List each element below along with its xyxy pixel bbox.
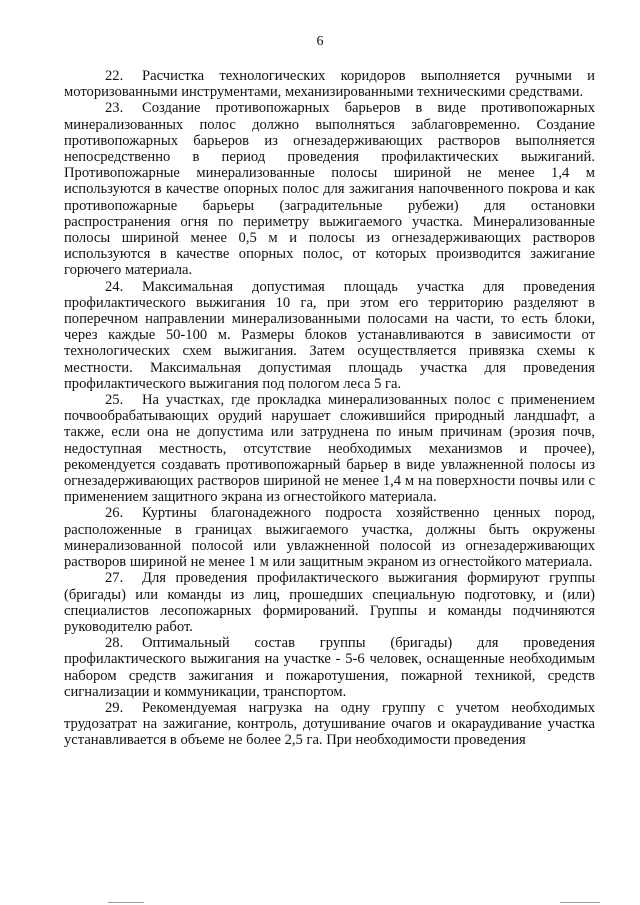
paragraph-text: Создание противопожарных барьеров в виде противопожарных минерализованных полос должно выполняться заблаговременно. Создание противопожарных барьеров из огнезадерживающих растворов выполняется непосредственно в период проведения профилактических выжиганий. Противопожарные минерализованные полосы шириной не менее 1,4 м используются в качестве опорных полос для зажигания напочвенного покрова и как противопожарные барьеры (заградительные рубежи) для остановки распространения огня по периметру выжигаемого участка. Минерализованные полосы шириной менее 0,5 м и полосы из огнезадерживающих растворов используются в качестве опорных полос, от которых производится зажигание горючего материала.: [64, 100, 595, 279]
paragraph-number: 24.: [105, 278, 124, 295]
paragraph-26: [64, 505, 595, 570]
paragraph-number: 26.: [105, 505, 124, 522]
paragraph-text: Куртины благонадежного подроста хозяйственно ценных пород, расположенные в границах выжигаемого участка, должны быть окружены минерализованной полосой или увлажненной полосой из огнезадерживающих растворов шириной не менее 1 м или защитным экраном из огнестойкого материала.: [64, 505, 595, 571]
paragraph-24: [64, 279, 595, 392]
paragraph-number: 22.: [105, 68, 124, 84]
page-number: 6: [316, 34, 324, 49]
paragraph-text: Максимальная допустимая площадь участка для проведения профилактического выжигания 10 га, при этом его территорию разделяют в поперечном направлении минерализованными полосами на части, то есть блоки, через каждые 50-100 м. Размеры блоков устанавливаются в зависимости от технологических схем выжигания. Затем осуществляется привязка схемы к местности. Максимальная допустимая площадь участка для проведения профилактического выжигания под пологом леса 5 га.: [64, 278, 595, 392]
paragraph-text: Рекомендуемая нагрузка на одну группу с учетом необходимых трудозатрат на зажигание, контроль, дотушивание очагов и окараудивание участка устанавливается в объеме не более 2,5 га. При необходимости проведения: [64, 699, 595, 749]
paragraph-number: 25.: [105, 392, 124, 409]
paragraph-text: Оптимальный состав группы (бригады) для проведения профилактического выжигания на участке - 5-6 человек, оснащенные необходимым набором средств зажигания и пожаротушения, пожарной техникой, средств сигнализации и коммуникации, транспортом.: [64, 635, 595, 700]
paragraph-25: [64, 392, 595, 505]
scan-artifact-left: [108, 902, 144, 903]
paragraph-23: [64, 100, 595, 278]
paragraph-text: Расчистка технологических коридоров выполняется ручными и моторизованными инструментами, механизированными техническими средствами.: [64, 68, 595, 101]
paragraph-29: [64, 700, 595, 749]
paragraph-number: 27.: [105, 570, 124, 587]
scan-artifact-right: [560, 902, 600, 903]
paragraph-number: 28.: [105, 635, 124, 652]
paragraph-27: [64, 570, 595, 635]
paragraph-text: Для проведения профилактического выжигания формируют группы (бригады) или команды из лиц, прошедших специальную подготовку, и (или) специалистов лесопожарных формирований. Группы и команды подчиняются руководителю работ.: [64, 570, 595, 635]
document-body: [64, 68, 595, 749]
paragraph-number: 29.: [105, 699, 124, 716]
paragraph-text: На участках, где прокладка минерализованных полос с применением почвообрабатывающих орудий нарушает сложившийся природный ландшафт, а также, если она не допустима или затруднена по иным причинам (эрозия почв, недоступная местность, отсутствие необходимых механизмов и прочее), рекомендуется создавать противопожарный барьер в виде увлажненной полосы из огнезадерживающих растворов шириной не менее 1,4 м на поверхности почвы или с применением защитного экрана из огнестойкого материала.: [64, 392, 595, 506]
paragraph-28: [64, 635, 595, 700]
paragraph-22: [64, 68, 595, 100]
paragraph-number: 23.: [105, 100, 124, 117]
